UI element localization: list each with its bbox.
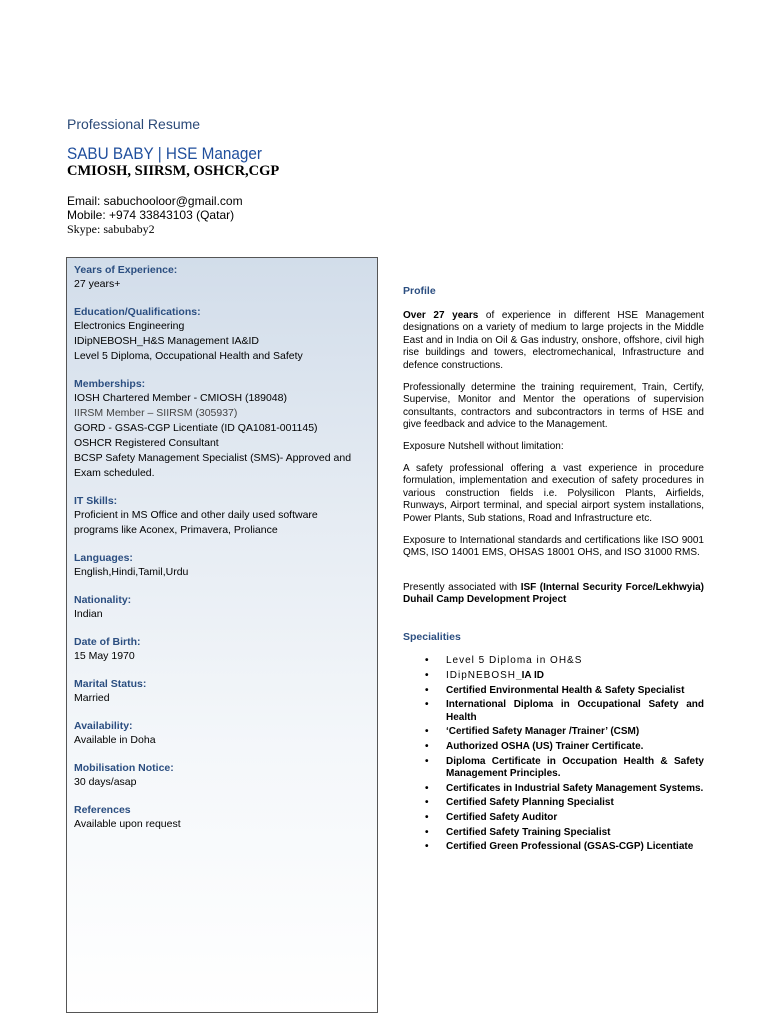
list-item: • Certified Green Professional (GSAS-CGP) Licentiate xyxy=(403,841,704,854)
languages-section xyxy=(74,551,370,580)
section-line: English,Hindi,Tamil,Urdu xyxy=(74,566,189,578)
list-item: • Authorized OSHA (US) Trainer Certificate. xyxy=(403,741,704,754)
mobilisation-section xyxy=(74,761,370,790)
list-item-text: IDipNEBOSH xyxy=(446,670,517,682)
profile-years-bold: Over 27 years xyxy=(403,309,479,321)
availability-section xyxy=(74,719,370,748)
section-line: Married xyxy=(74,692,110,704)
nationality-section xyxy=(74,593,370,622)
section-line: IOSH Chartered Member - CMIOSH (189048) xyxy=(74,392,287,404)
section-heading: Date of Birth: xyxy=(74,636,141,648)
list-item: • Certified Environmental Health & Safety Specialist xyxy=(403,685,704,698)
current-project-text: Presently associated with xyxy=(403,581,521,593)
section-line: BCSP Safety Management Specialist (SMS)- Approved and xyxy=(74,452,352,464)
profile-paragraph: A safety professional offering a vast experience in procedure formulation, implementation and execution of safety procedures in various construction fields i.e. Polysilicon Plants, Airfields, Runways, Airport terminal, and special airport system installations, Power Plants, Sub stations, Road and Infrastructure etc. xyxy=(403,462,704,524)
list-item: • International Diploma in Occupational Safety and Health xyxy=(403,699,704,724)
section-line: GORD - GSAS-CGP Licentiate (ID QA1081-001145) xyxy=(74,422,318,434)
section-heading: Education/Qualifications: xyxy=(74,306,201,318)
marital-section xyxy=(74,677,370,706)
list-item-text: Level 5 Diploma in OH&S xyxy=(446,655,583,667)
section-heading: Years of Experience: xyxy=(74,264,178,276)
list-item: • ‘Certified Safety Manager /Trainer’ (CSM) xyxy=(403,726,704,739)
references-section xyxy=(74,803,370,832)
section-line: programs like Aconex, Primavera, Proliance xyxy=(74,524,278,536)
profile-paragraph xyxy=(403,310,704,373)
section-line: IIRSM Member – SIIRSM (305937) xyxy=(74,407,238,419)
list-item: • Certified Safety Planning Specialist xyxy=(403,797,704,810)
section-line: 27 years+ xyxy=(74,278,121,290)
section-heading: Nationality: xyxy=(74,594,132,606)
education-section xyxy=(74,305,370,364)
section-line: Available in Doha xyxy=(74,734,156,746)
section-line: Electronics Engineering xyxy=(74,320,185,332)
section-line: Proficient in MS Office and other daily used software xyxy=(74,509,318,521)
mobile-line: Mobile: +974 33843103 (Qatar) xyxy=(67,208,235,222)
section-line: Exam scheduled. xyxy=(74,467,155,479)
section-heading: Availability: xyxy=(74,720,133,732)
section-heading: Mobilisation Notice: xyxy=(74,762,174,774)
credentials-line: CMIOSH, SIIRSM, OSHCR,CGP xyxy=(67,163,280,179)
current-project-bold: ISF (Internal Security Force/Lekhwyia) Duhail Camp Development Project xyxy=(403,581,704,606)
list-item xyxy=(403,655,704,668)
email-line: Email: sabuchooloor@gmail.com xyxy=(67,194,243,208)
list-item: • Certified Safety Auditor xyxy=(403,812,704,825)
experience-section xyxy=(74,263,370,292)
section-line: Indian xyxy=(74,608,103,620)
section-line: OSHCR Registered Consultant xyxy=(74,437,219,449)
section-line: IDipNEBOSH_H&S Management IA&ID xyxy=(74,335,259,347)
list-item: • Certified Safety Training Specialist xyxy=(403,827,704,840)
profile-paragraph: Exposure Nutshell without limitation: xyxy=(403,440,564,452)
sidebar-panel xyxy=(66,257,378,1013)
resume-title: Professional Resume xyxy=(67,116,201,132)
section-heading: Languages: xyxy=(74,552,133,564)
list-item: • Diploma Certificate in Occupation Health & Safety Management Principles. xyxy=(403,756,704,781)
section-heading: Memberships: xyxy=(74,378,146,390)
section-heading: IT Skills: xyxy=(74,495,118,507)
memberships-section xyxy=(74,377,370,481)
section-heading: References xyxy=(74,804,131,816)
section-heading: Marital Status: xyxy=(74,678,147,690)
profile-paragraph: Exposure to International standards and certifications like ISO 9001 QMS, ISO 14001 EMS, OHSAS 18001 OHS, and ISO 31000 RMS. xyxy=(403,534,704,559)
profile-heading: Profile xyxy=(403,285,436,297)
profile-paragraph: Professionally determine the training requirement, Train, Certify, Supervise, Monitor and Mentor the operations of supervision consultants, contractors and subcontractors in terms of HSE and give feedback and advice to the Management. xyxy=(403,381,704,431)
current-project-paragraph xyxy=(403,582,704,607)
contact-block xyxy=(67,194,243,236)
dob-section xyxy=(74,635,370,664)
list-item xyxy=(403,670,704,683)
name-and-role: SABU BABY | HSE Manager xyxy=(67,144,263,163)
profile-text: of experience in different HSE Management designations on a variety of medium to large projects in the Middle East and in India on Oil & Gas industry, onshore, offshore, civil high rise buildings and towers, electromechanical, Infrastructure and defence constructions. xyxy=(403,309,704,371)
section-line: 30 days/asap xyxy=(74,776,137,788)
specialities-list xyxy=(403,655,704,853)
specialities-heading: Specialities xyxy=(403,630,461,643)
section-line: Level 5 Diploma, Occupational Health and Safety xyxy=(74,350,303,362)
list-item: • Certificates in Industrial Safety Management Systems. xyxy=(403,783,704,796)
list-item-bold: _IA ID xyxy=(516,670,544,682)
section-line: 15 May 1970 xyxy=(74,650,135,662)
main-column xyxy=(403,285,704,856)
it-skills-section xyxy=(74,494,370,538)
section-line: Available upon request xyxy=(74,818,181,830)
skype-line: Skype: sabubaby2 xyxy=(67,222,155,236)
